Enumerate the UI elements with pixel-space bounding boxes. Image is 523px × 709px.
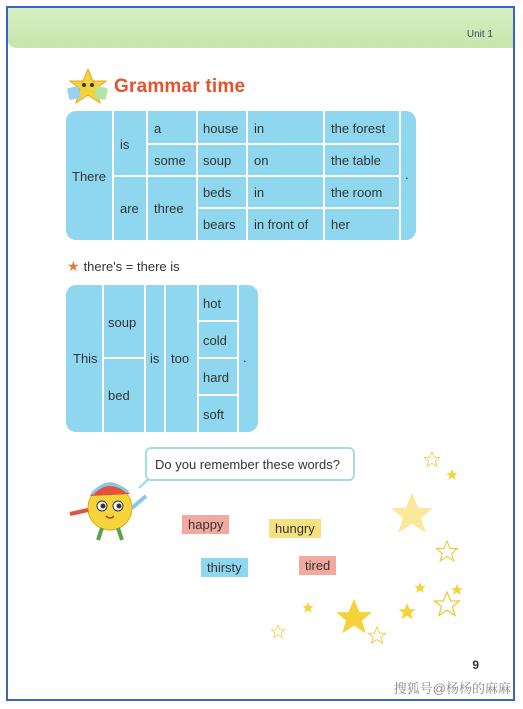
cell-in-2: in	[254, 184, 265, 200]
cell-soup: soup	[203, 152, 232, 168]
cell-is: is	[120, 136, 130, 152]
cell-cold: cold	[203, 332, 227, 348]
top-banner-edge	[8, 40, 513, 50]
cell-in: in	[254, 120, 265, 136]
cell-a: a	[154, 120, 162, 136]
star-mascot-icon	[66, 67, 110, 107]
cell-in-front-of: in front of	[254, 216, 309, 232]
cell-bears: bears	[203, 216, 236, 232]
cell-hard: hard	[203, 369, 230, 385]
cell-some: some	[154, 152, 186, 168]
cell-are: are	[120, 200, 139, 216]
word-tag-tired: tired	[299, 556, 336, 575]
cell-is-2: is	[150, 350, 160, 366]
cell-her: her	[331, 216, 350, 232]
section-header	[66, 67, 245, 107]
cell-period-2: .	[243, 349, 247, 365]
cell-hot: hot	[203, 295, 222, 311]
decorative-stars-icon	[262, 440, 472, 650]
watermark: 搜狐号@杨杨的麻麻	[393, 681, 511, 696]
cell-beds: beds	[203, 184, 232, 200]
cell-the-table: the table	[331, 152, 381, 168]
cell-house: house	[203, 120, 239, 136]
cell-there: There	[72, 168, 106, 184]
cell-bed: bed	[108, 387, 130, 403]
page-number: 9	[472, 658, 479, 672]
unit-label: Unit 1	[466, 29, 493, 40]
speech-question: Do you remember these words?	[155, 456, 340, 472]
cell-this: This	[73, 350, 98, 366]
grammar-table-there	[66, 111, 416, 240]
grammar-table-this	[66, 285, 258, 432]
cell-soup-2: soup	[108, 314, 137, 330]
word-tag-happy: happy	[182, 515, 229, 534]
cell-period: .	[405, 166, 409, 182]
cell-the-forest: the forest	[331, 120, 386, 136]
mascot-character-icon	[62, 466, 148, 544]
cell-too: too	[171, 350, 190, 366]
cell-soft: soft	[203, 406, 224, 422]
page-title: Grammar time	[114, 76, 246, 97]
star-icon: ★	[67, 258, 80, 274]
word-tag-hungry: hungry	[269, 519, 321, 538]
cell-three: three	[154, 200, 184, 216]
word-tag-thirsty: thirsty	[201, 558, 248, 577]
cell-on: on	[254, 152, 269, 168]
cell-the-room: the room	[331, 184, 383, 200]
note-text: there's = there is	[83, 259, 180, 274]
grammar-note	[67, 258, 180, 275]
